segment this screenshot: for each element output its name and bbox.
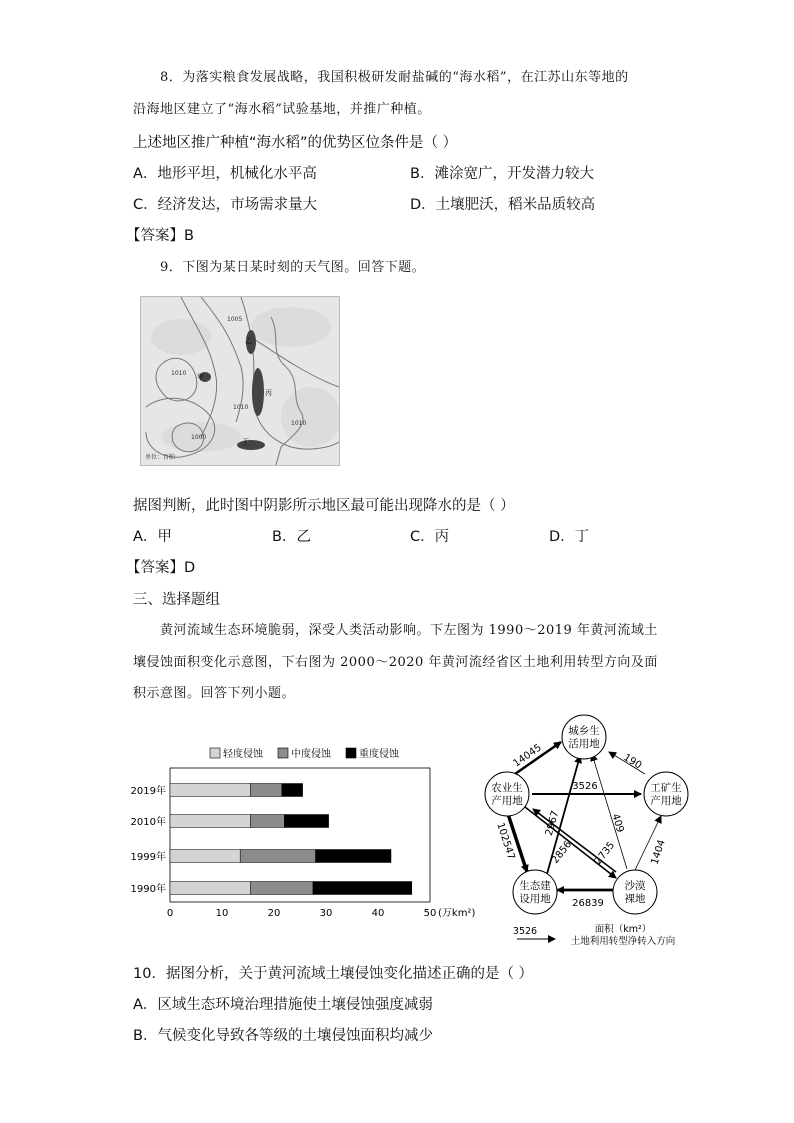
flow-label: 409 [609, 812, 626, 835]
x-axis-unit: (万km²) [438, 908, 476, 919]
node-desert-land [613, 870, 657, 914]
section3-intro-line1: 黄河流域生态环境脆弱，深受人类活动影响。下左图为 1990～2019 年黄河流域土 [160, 623, 658, 638]
bar-segment [170, 815, 251, 828]
x-tick-label: 50 [423, 908, 437, 919]
flow-label: 3526 [572, 781, 598, 792]
flow-label: 1404 [649, 838, 668, 867]
bar-segment [251, 815, 285, 828]
shaded-area-label: 甲 [197, 373, 204, 381]
weather-map-svg [141, 297, 339, 465]
q8-stem-line2: 沿海地区建立了“海水稻”试验基地，并推广种植。 [133, 102, 431, 117]
legend-swatch [210, 748, 220, 758]
land-use-transition-diagram [475, 712, 705, 952]
bar-segment [313, 882, 412, 895]
x-tick-label: 20 [267, 908, 281, 919]
q8-option-b: B．滩涂宽广，开发潜力较大 [410, 166, 594, 182]
q10-option-a: A．区域生态环境治理措施使土壤侵蚀强度减弱 [133, 997, 433, 1013]
category-label: 2019年 [130, 786, 166, 797]
isobar-label: 1010 [291, 420, 307, 427]
category-label: 1999年 [130, 852, 166, 863]
q8-stem-line1: 8．为落实粮食发展战略，我国积极研发耐盐碱的“海水稻”，在江苏山东等地的 [160, 70, 629, 85]
q9-prompt: 据图判断，此时图中阴影所示地区最可能出现降水的是（ ） [133, 498, 515, 514]
q9-option-b: B．乙 [272, 529, 311, 545]
bar-segment [316, 850, 391, 863]
x-tick-label: 30 [319, 908, 333, 919]
soil-erosion-chart [125, 740, 485, 925]
bar-segment [282, 784, 303, 797]
node-label: 城乡生 [568, 725, 600, 737]
isobar-label: 1005 [227, 316, 243, 323]
q9-option-d: D．丁 [549, 529, 590, 545]
node-industrial-land [644, 772, 688, 816]
legend-entry: 轻度侵蚀 [223, 749, 263, 760]
bar-segment [240, 850, 315, 863]
node-label: 活用地 [568, 738, 600, 750]
node-label: 沙漠 [624, 880, 646, 892]
section3-intro-line3: 积示意图。回答下列小题。 [133, 686, 296, 701]
bar-segment [251, 882, 313, 895]
map-unit-label: 单位：百帕 [145, 454, 176, 461]
node-label: 裸地 [624, 893, 646, 905]
flow-arrow-agri-desert [525, 807, 616, 878]
shaded-area-label: 丁 [242, 438, 249, 446]
q9-intro: 9．下图为某日某时刻的天气图。回答下题。 [160, 260, 426, 275]
category-label: 2010年 [130, 817, 166, 828]
legend-area-label: 面积（km²） [594, 924, 652, 935]
bar-segment [284, 815, 328, 828]
legend-entry: 中度侵蚀 [291, 749, 331, 760]
q9-option-a: A．甲 [133, 529, 172, 545]
chart-legend [210, 747, 400, 760]
q10-prompt: 10．据图分析，关于黄河流域土壤侵蚀变化描述正确的是（ ） [133, 966, 534, 982]
isobar-label: 1010 [233, 404, 249, 411]
isobar-label: 1000 [191, 434, 207, 441]
legend-value: 3526 [512, 926, 538, 937]
legend-direction-label: 土地利用转型净转入方向 [570, 936, 676, 947]
q8-option-d: D．土壤肥沃，稻米品质较高 [410, 197, 596, 213]
q10-option-b: B．气候变化导致各等级的土壤侵蚀面积均减少 [133, 1028, 433, 1044]
q9-option-c: C．丙 [410, 529, 450, 545]
q8-answer: 【答案】B [126, 228, 194, 244]
q8-option-a: A．地形平坦，机械化水平高 [133, 166, 317, 182]
node-agricultural-land [485, 772, 529, 816]
x-tick-label: 40 [371, 908, 385, 919]
x-tick-label: 10 [215, 908, 229, 919]
flow-label: 14045 [511, 742, 544, 770]
flow-label: 190 [621, 752, 644, 772]
legend-swatch [278, 748, 288, 758]
flow-label: 102547 [494, 821, 517, 862]
category-label: 1990年 [130, 884, 166, 895]
node-urban-land [562, 715, 606, 759]
section3-intro-line2: 壤侵蚀面积变化示意图，下右图为 2000～2020 年黄河流经省区土地利用转型方向及面 [133, 655, 658, 670]
legend-swatch [346, 748, 356, 758]
isobar-label: 1010 [171, 370, 187, 377]
node-label: 设用地 [519, 893, 551, 905]
section3-heading: 三、选择题组 [133, 592, 220, 608]
node-label: 产用地 [491, 795, 523, 807]
shaded-area-label: 丙 [265, 389, 272, 397]
node-label: 生态建 [519, 880, 551, 892]
bar-segment [170, 882, 251, 895]
q9-answer: 【答案】D [126, 560, 196, 576]
bar-segment [170, 850, 240, 863]
chart-plot-area [131, 768, 476, 919]
node-label: 农业生 [491, 782, 523, 794]
q8-option-c: C．经济发达，市场需求量大 [133, 197, 318, 213]
weather-map [140, 296, 340, 466]
flow-label: 2856 [549, 839, 575, 866]
flow-label: 2735 [592, 840, 618, 867]
node-ecological-land [513, 870, 557, 914]
flow-label: 2967 [543, 809, 562, 838]
node-label: 工矿生 [650, 782, 682, 794]
bar-segment [170, 784, 251, 797]
legend-entry: 重度侵蚀 [359, 749, 399, 760]
shaded-area-label: 乙 [245, 337, 252, 345]
q8-prompt: 上述地区推广种植“海水稻”的优势区位条件是（ ） [133, 135, 458, 151]
x-tick-label: 0 [166, 908, 174, 919]
node-label: 产用地 [650, 795, 682, 807]
bar-segment [251, 784, 282, 797]
flow-label: 26839 [572, 898, 604, 909]
